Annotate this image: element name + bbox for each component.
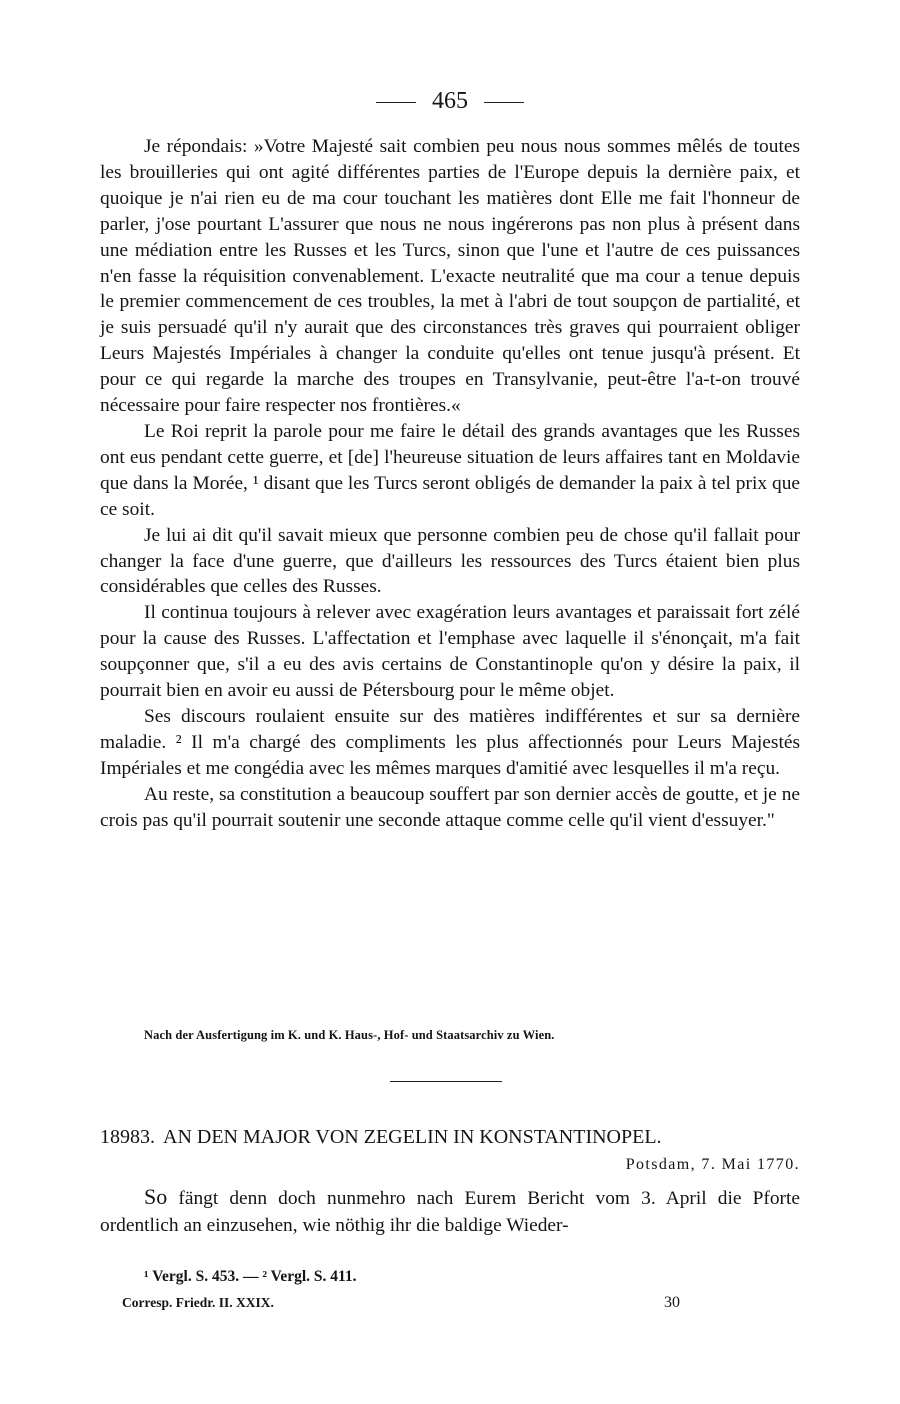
page-number: 465 xyxy=(432,88,468,114)
paragraph: Le Roi reprit la parole pour me faire le détail des grands avantages que les Russes ont eus pendant cette guerre, et [de] l'heureuse situation de leurs affaires tant en Moldavie que dans la Morée, ¹ disant que les Turcs seront obligés de demander la paix à tel prix que ce soit. xyxy=(100,420,800,520)
letter-number: 18983. xyxy=(100,1126,155,1148)
paragraph: Au reste, sa constitution a beaucoup souffert par son dernier accès de goutte, et je ne crois pas qu'il pourrait soutenir une seconde attaque comme celle qu'il vient d'essuyer." xyxy=(100,783,800,831)
letter-text xyxy=(100,1183,800,1239)
signature-mark: 30 xyxy=(664,1294,680,1311)
source-note: Nach der Ausfertigung im K. und K. Haus-, Hof- und Staatsarchiv zu Wien. xyxy=(144,1028,555,1042)
letter-body: fängt denn doch nunmehro nach Eurem Bericht vom 3. April die Pforte ordentlich an einzusehen, wie nöthig ihr die baldige Wieder- xyxy=(100,1188,800,1236)
section-separator xyxy=(390,1081,502,1082)
paragraph: Je lui ai dit qu'il savait mieux que personne combien peu de chose qu'il fallait pour changer la face d'une guerre, que d'ailleurs les ressources des Turcs étaient bien plus considérables que celles des Russes. xyxy=(100,524,800,598)
page-footer xyxy=(122,1295,800,1311)
paragraph: Il continua toujours à relever avec exagération leurs avantages et paraissait fort zélé pour la cause des Russes. L'affectation et l'emphase avec laquelle il s'énonçait, m'a fait soupçonner que, s'il a eu des avis certains de Constantinople qu'on y désire la paix, il pourrait bien en avoir eu aussi de Pétersbourg pour le même objet. xyxy=(100,602,800,702)
letter-heading xyxy=(100,1123,800,1151)
letter-paragraph xyxy=(100,1183,800,1239)
page-header xyxy=(100,86,800,116)
body-text xyxy=(100,134,800,833)
letter-title: AN DEN MAJOR VON ZEGELIN IN KONSTANTINOPEL. xyxy=(163,1126,662,1148)
paragraph: Je répondais: »Votre Majesté sait combien peu nous nous sommes mêlés de toutes les brouilleries qui ont agité différentes parties de l'Europe depuis la dernière paix, et quoique je n'ai rien eu de ma cour touchant les matières dont Elle me fait l'honneur de parler, j'ose pourtant L'assurer que nous ne nous ingérerons pas non plus à présent dans une médiation entre les Russes et les Turcs, sinon que l'une et l'autre de ces puissances n'en fasse la réquisition convenablement. L'exacte neutralité que ma cour a tenue depuis le premier commencement de ces troubles, la met à l'abri de tout soupçon de partialité, et je suis persuadé qu'il n'y aurait que des circonstances très graves qui pourraient obliger Leurs Majestés Impériales à changer la conduite qu'elles ont tenue jusqu'à présent. Et pour ce qui regarde la marche des troupes en Transylvanie, peut-être l'a-t-on trouvé nécessaire pour faire respecter nos frontières.« xyxy=(100,136,800,417)
letter-first-word: So xyxy=(144,1184,168,1209)
header-rule-right xyxy=(484,102,524,103)
footnotes: ¹ Vergl. S. 453. — ² Vergl. S. 411. xyxy=(144,1268,357,1285)
header-rule-left xyxy=(376,102,416,103)
letter-dateline: Potsdam, 7. Mai 1770. xyxy=(625,1156,800,1173)
paragraph: Ses discours roulaient ensuite sur des matières indifférentes et sur sa dernière maladie. ² Il m'a chargé des compliments les plus affectionnés pour Leurs Majestés Impériales et me congédia avec les mêmes marques d'amitié avec lesquelles il m'a reçu. xyxy=(100,705,800,779)
footer-citation: Corresp. Friedr. II. XXIX. xyxy=(122,1295,274,1310)
